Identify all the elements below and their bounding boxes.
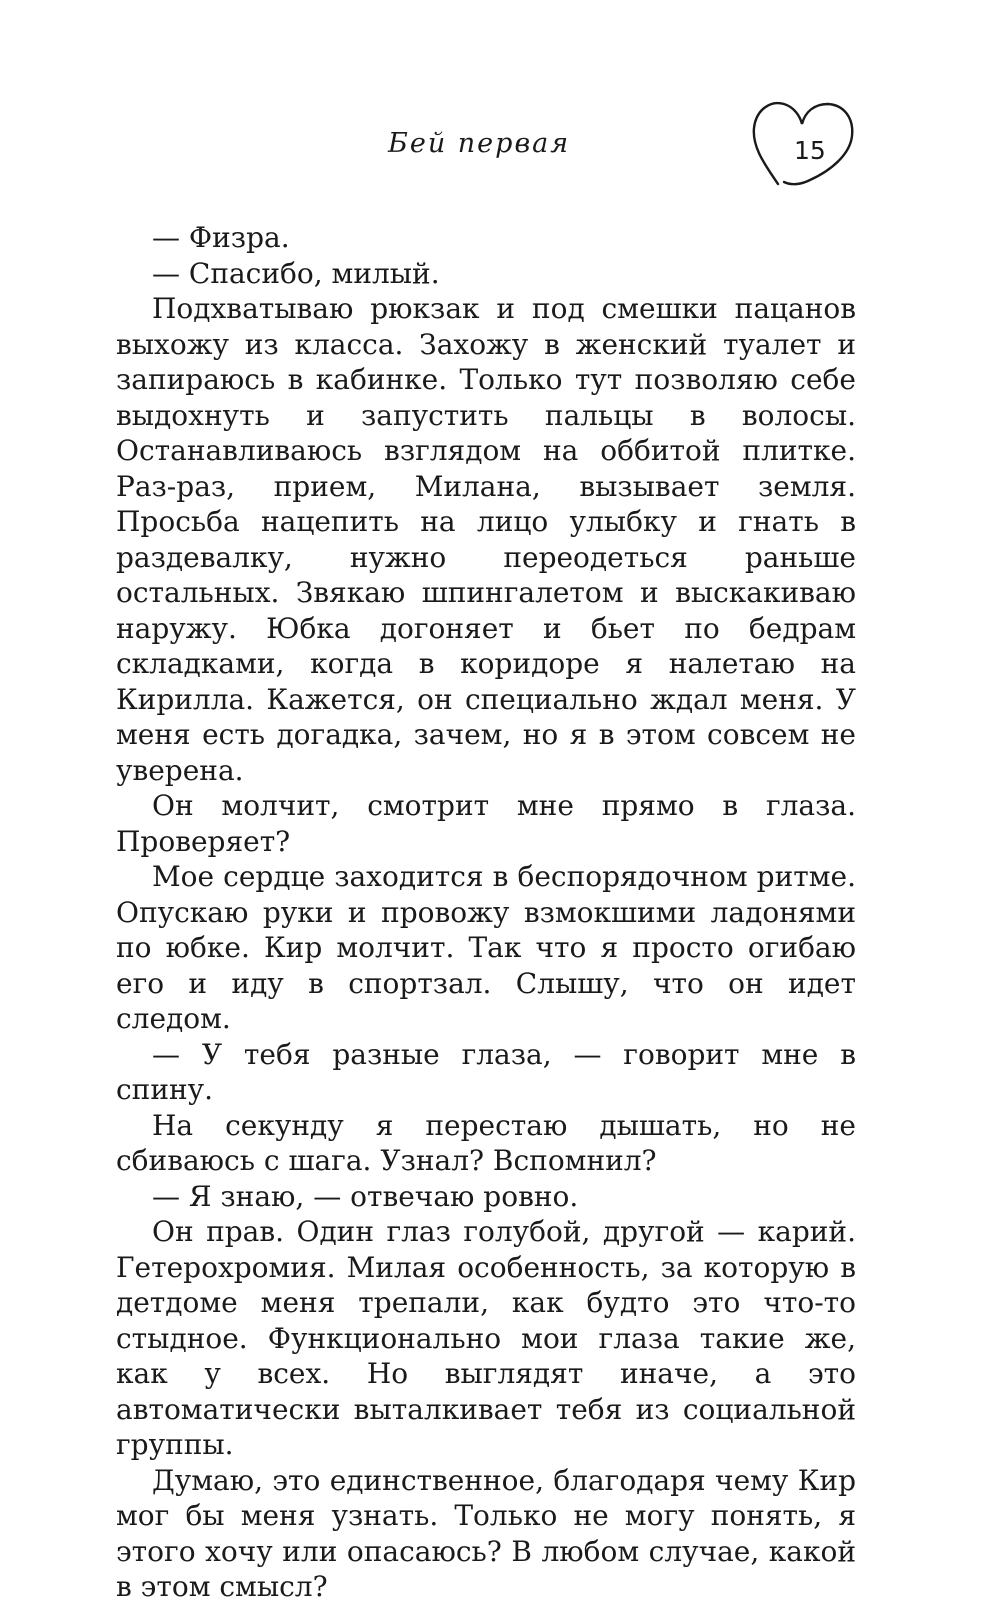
page-number: 15 [794, 136, 826, 165]
paragraph: На секунду я перестаю дышать, но не сбиваюсь с шага. Узнал? Вспомнил? [116, 1108, 856, 1177]
running-title: Бей первая [388, 128, 571, 159]
paragraph: Подхватываю рюкзак и под смешки пацанов выхожу из класса. Захожу в женский туалет и запираюсь в кабинке. Только тут позволяю себе выдохнуть и запустить пальцы в волосы. Останавливаюсь взглядом на оббитой плитке. Раз-раз, прием, Милана, вызывает земля. Просьба нацепить на лицо улыбку и гнать в раздевалку, нужно переодеться раньше остальных. Звякаю шпингалетом и выскакиваю наружу. Юбка догоняет и бьет по бедрам складками, когда в коридоре я налетаю на Кирилла. Кажется, он специально ждал меня. У меня есть догадка, зачем, но я в этом совсем не уверена. [116, 292, 856, 787]
paragraph: — Физра. [152, 221, 290, 254]
page-number-badge [748, 96, 860, 192]
paragraph: — У тебя разные глаза, — говорит мне в спину. [116, 1037, 856, 1106]
main-text [116, 220, 856, 1605]
paragraph: Он прав. Один глаз голубой, другой — карий. Гетерохромия. Милая особенность, за которую в детдоме меня трепали, как будто это что-то стыдное. Функционально мои глаза такие же, как у всех. Но выглядят иначе, а это автоматически выталкивает тебя из социальной группы. [116, 1215, 856, 1461]
paragraph: Мое сердце заходится в беспорядочном ритме. Опускаю руки и провожу взмокшими ладонями по юбке. Кир молчит. Так что я просто огибаю его и иду в спортзал. Слышу, что он идет следом. [116, 860, 856, 1035]
paragraph: Он молчит, смотрит мне прямо в глаза. Проверяет? [116, 789, 856, 858]
paragraph: — Я знаю, — отвечаю ровно. [152, 1179, 579, 1213]
paragraph: — Спасибо, милый. [152, 256, 440, 290]
paragraph: Думаю, это единственное, благодаря чему Кир мог бы меня узнать. Только не могу понять, я этого хочу или опасаюсь? В любом случае, какой в этом смысл? [116, 1463, 856, 1603]
